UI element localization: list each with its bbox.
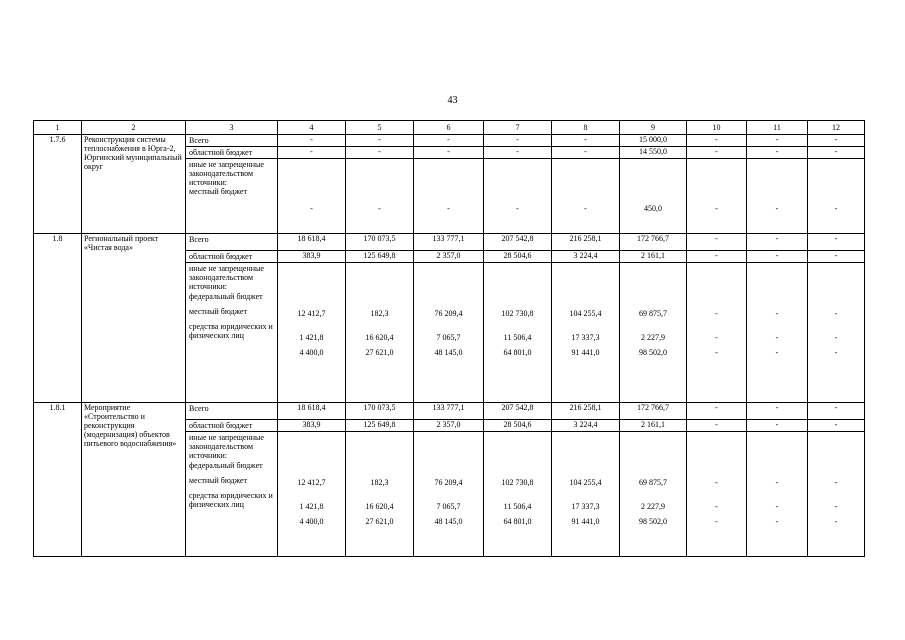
row-code: 1.7.6 [34, 135, 82, 234]
funding-source: областной бюджет [186, 251, 278, 263]
value-text: 11 506,4 [503, 333, 532, 342]
value-cell: - [414, 147, 484, 159]
row-name: Мероприятие «Строительство и реконструкция (модернизация) объектов питьевого водоснабжения» [82, 403, 186, 557]
value-text: - [715, 348, 718, 357]
funding-source-label: средства юридических и физических лиц [189, 322, 273, 340]
value-text: 104 255,4 [569, 309, 602, 318]
value-cell: 383,9 [278, 420, 346, 432]
value-cell: 14 550,0 [620, 147, 687, 159]
value-cell: - [346, 147, 414, 159]
value-text: 12 412,7 [297, 478, 326, 487]
value-text: 48 145,0 [434, 348, 463, 357]
value-cell [346, 432, 414, 557]
value-cell: - [414, 135, 484, 147]
value-cell: - [808, 234, 865, 251]
value-cell [687, 432, 747, 557]
funding-source-label: местный бюджет [189, 187, 247, 196]
value-text: 98 502,0 [639, 348, 667, 357]
value-text: 76 209,4 [434, 478, 463, 487]
value-cell [747, 432, 808, 557]
value-text: 102 730,8 [501, 309, 534, 318]
value-cell [346, 159, 414, 234]
value-text: 48 145,0 [434, 517, 463, 526]
value-text: 182,3 [370, 309, 389, 318]
value-text: - [516, 204, 519, 213]
value-cell: - [687, 420, 747, 432]
value-text: - [834, 309, 838, 318]
value-text: 12 412,7 [297, 309, 326, 318]
value-text: 91 441,0 [571, 348, 600, 357]
value-text: - [715, 204, 718, 213]
value-cell [747, 159, 808, 234]
column-header: 3 [186, 121, 278, 135]
value-cell [747, 263, 808, 403]
column-header: 2 [82, 121, 186, 135]
value-cell [414, 159, 484, 234]
value-cell [687, 159, 747, 234]
value-cell: 172 766,7 [620, 234, 687, 251]
value-text: 69 875,7 [639, 309, 667, 318]
value-cell: - [687, 147, 747, 159]
value-cell: - [747, 403, 808, 420]
value-text: 102 730,8 [501, 478, 534, 487]
value-cell: - [552, 147, 620, 159]
value-cell [552, 159, 620, 234]
value-cell [808, 432, 865, 557]
value-text: - [584, 204, 587, 213]
value-cell: - [808, 420, 865, 432]
value-cell: - [278, 135, 346, 147]
value-cell: 2 161,1 [620, 251, 687, 263]
value-cell: 3 224,4 [552, 251, 620, 263]
row-name: Региональный проект «Чистая вода» [82, 234, 186, 403]
value-text: - [775, 204, 779, 213]
column-header: 8 [552, 121, 620, 135]
funding-source: областной бюджет [186, 147, 278, 159]
value-text: - [834, 478, 838, 487]
value-text: - [834, 502, 838, 511]
value-cell: 170 073,5 [346, 234, 414, 251]
value-cell [808, 159, 865, 234]
funding-source: Всего [186, 403, 278, 420]
value-cell [278, 432, 346, 557]
value-cell: 207 542,8 [484, 234, 552, 251]
value-text: - [715, 333, 718, 342]
value-cell: - [747, 251, 808, 263]
funding-source-label: средства юридических и физических лиц [189, 491, 273, 509]
value-cell [620, 263, 687, 403]
value-cell [346, 263, 414, 403]
funding-source-label: федеральный бюджет [189, 292, 263, 301]
funding-source: Всего [186, 135, 278, 147]
row-code: 1.8.1 [34, 403, 82, 557]
value-cell: - [747, 147, 808, 159]
other-sources-heading: иные не запрещенные законодательством источники: [189, 433, 264, 460]
budget-table [33, 120, 865, 557]
value-cell [414, 432, 484, 557]
value-cell: 125 649,8 [346, 420, 414, 432]
value-text: - [775, 517, 779, 526]
value-cell: 216 258,1 [552, 403, 620, 420]
funding-source [186, 159, 278, 234]
value-cell: 216 258,1 [552, 234, 620, 251]
value-text: - [775, 478, 779, 487]
value-cell: - [687, 251, 747, 263]
value-text: 76 209,4 [434, 309, 463, 318]
value-text: - [715, 502, 718, 511]
value-text: - [715, 309, 718, 318]
table-row [34, 135, 865, 147]
column-header: 10 [687, 121, 747, 135]
value-cell: - [552, 135, 620, 147]
value-text: 4 400,0 [299, 517, 324, 526]
column-header: 7 [484, 121, 552, 135]
funding-source-label: федеральный бюджет [189, 461, 263, 470]
value-text: - [715, 478, 718, 487]
funding-source [186, 263, 278, 403]
value-text: 1 421,8 [299, 333, 324, 342]
value-text: - [775, 348, 779, 357]
value-cell: - [687, 234, 747, 251]
table-body [34, 135, 865, 557]
value-text: 450,0 [644, 204, 662, 213]
column-header: 9 [620, 121, 687, 135]
value-cell: - [346, 135, 414, 147]
value-text: 7 065,7 [436, 333, 461, 342]
value-text: - [378, 204, 381, 213]
value-cell: - [747, 135, 808, 147]
page-number: 43 [447, 95, 458, 106]
value-cell [484, 159, 552, 234]
value-cell [687, 263, 747, 403]
value-cell: 207 542,8 [484, 403, 552, 420]
value-cell [278, 159, 346, 234]
value-cell: 133 777,1 [414, 234, 484, 251]
value-text: - [834, 204, 838, 213]
column-header: 11 [747, 121, 808, 135]
value-text: 1 421,8 [299, 502, 324, 511]
value-cell: - [747, 234, 808, 251]
value-text: 27 621,0 [365, 517, 394, 526]
value-text: 69 875,7 [639, 478, 667, 487]
value-cell: 2 357,0 [414, 251, 484, 263]
value-text: - [834, 333, 838, 342]
value-cell: 28 504,6 [484, 251, 552, 263]
funding-source: областной бюджет [186, 420, 278, 432]
value-text: 64 801,0 [503, 517, 532, 526]
value-cell: - [747, 420, 808, 432]
value-cell: 18 618,4 [278, 234, 346, 251]
value-cell: - [687, 135, 747, 147]
value-cell: - [808, 147, 865, 159]
value-cell: 383,9 [278, 251, 346, 263]
value-text: 182,3 [370, 478, 389, 487]
value-cell: - [808, 251, 865, 263]
value-cell: 15 000,0 [620, 135, 687, 147]
other-sources-heading: иные не запрещенные законодательством источники: [189, 160, 264, 187]
value-text: 16 620,4 [365, 502, 394, 511]
column-header: 1 [34, 121, 82, 135]
value-text: - [447, 204, 450, 213]
value-text: - [715, 517, 718, 526]
value-cell: - [278, 147, 346, 159]
value-cell [414, 263, 484, 403]
value-cell: 28 504,6 [484, 420, 552, 432]
funding-source: Всего [186, 234, 278, 251]
table-row [34, 234, 865, 251]
value-text: - [310, 204, 313, 213]
value-cell [552, 432, 620, 557]
value-cell [484, 263, 552, 403]
value-text: - [775, 502, 779, 511]
value-cell: - [687, 403, 747, 420]
other-sources-heading: иные не запрещенные законодательством источники: [189, 264, 264, 291]
funding-source-label: местный бюджет [189, 476, 247, 485]
column-header: 4 [278, 121, 346, 135]
row-name: Реконструкция системы теплоснабжения в Юрга-2, Юргинский муниципальный округ [82, 135, 186, 234]
value-text: 27 621,0 [365, 348, 394, 357]
value-text: 2 227,9 [641, 333, 665, 342]
value-text: 2 227,9 [641, 502, 665, 511]
value-text: 16 620,4 [365, 333, 394, 342]
value-cell: 125 649,8 [346, 251, 414, 263]
value-text: 11 506,4 [503, 502, 532, 511]
value-cell: - [484, 135, 552, 147]
value-text: - [775, 309, 779, 318]
value-cell: 3 224,4 [552, 420, 620, 432]
value-text: 17 337,3 [571, 333, 600, 342]
column-header: 6 [414, 121, 484, 135]
value-text: - [834, 348, 838, 357]
value-text: 104 255,4 [569, 478, 602, 487]
value-cell [620, 432, 687, 557]
table-row [34, 403, 865, 420]
value-cell: - [484, 147, 552, 159]
value-cell: 2 357,0 [414, 420, 484, 432]
value-cell: 170 073,5 [346, 403, 414, 420]
column-header: 12 [808, 121, 865, 135]
funding-source [186, 432, 278, 557]
value-text: 7 065,7 [436, 502, 461, 511]
value-text: 64 801,0 [503, 348, 532, 357]
value-text: 91 441,0 [571, 517, 600, 526]
value-text: 17 337,3 [571, 502, 600, 511]
value-cell [278, 263, 346, 403]
value-cell: 172 766,7 [620, 403, 687, 420]
value-text: - [775, 333, 779, 342]
value-cell [808, 263, 865, 403]
value-text: 4 400,0 [299, 348, 324, 357]
column-header: 5 [346, 121, 414, 135]
value-text: 98 502,0 [639, 517, 667, 526]
value-cell [484, 432, 552, 557]
value-cell [620, 159, 687, 234]
value-cell: - [808, 403, 865, 420]
row-code: 1.8 [34, 234, 82, 403]
table-header-row [34, 121, 865, 135]
value-cell: 18 618,4 [278, 403, 346, 420]
funding-source-label: местный бюджет [189, 307, 247, 316]
value-cell: 2 161,1 [620, 420, 687, 432]
value-cell [552, 263, 620, 403]
value-cell: 133 777,1 [414, 403, 484, 420]
value-text: - [834, 517, 838, 526]
value-cell: - [808, 135, 865, 147]
